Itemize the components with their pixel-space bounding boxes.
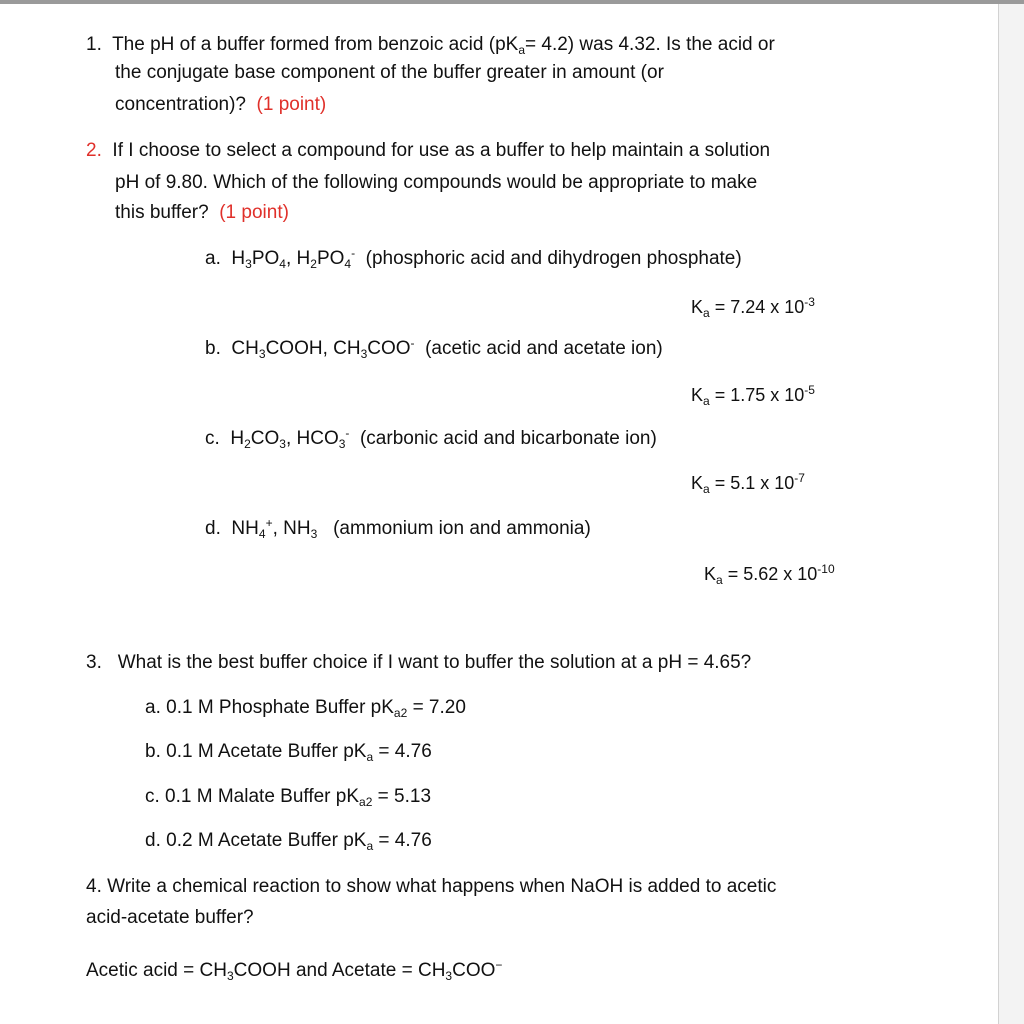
q3-option-d: d. 0.2 M Acetate Buffer $pK_a = 4.76$	[145, 830, 432, 853]
q2-option-c: c. $H_2CO_3$, $HCO_3^-$ (carbonic acid and bicarbonate ion)	[205, 426, 657, 451]
q2-option-a-ka: $K_a = 7.24$ x $10^{-3}$	[691, 295, 815, 320]
q2-line-3: this buffer? (1 point)	[115, 202, 289, 223]
q1-number: 1.	[86, 34, 102, 55]
q3-option-c: c. 0.1 M Malate Buffer $pK_{a2} = 5.13$	[145, 786, 432, 809]
formula-h2co3: $H_2CO_3$, $HCO_3^-$	[230, 426, 350, 451]
q4-line-1: 4. Write a chemical reaction to show what happens when NaOH is added to acetic	[86, 876, 777, 897]
formula-nh4: $NH_4^+$, $NH_3$	[231, 516, 318, 541]
q4-line-2: acid-acetate buffer?	[86, 907, 254, 928]
q2-line-1: 2. If I choose to select a compound for use as a buffer to help maintain a solution	[86, 140, 771, 161]
q2-points: (1 point)	[219, 202, 289, 223]
top-border	[0, 0, 1024, 4]
q2-option-d-ka: $K_a = 5.62$ x $10^{-10}$	[704, 562, 835, 587]
q3-number: 3.	[86, 652, 102, 673]
q4-note: Acetic acid = $CH_3COOH$ and Acetate = $CH_3COO^-$	[86, 958, 503, 983]
q2-option-b-ka: $K_a = 1.75$ x $10^{-5}$	[691, 383, 815, 408]
q2-option-a: a. $H_3PO_4$, $H_2PO_4^-$ (phosphoric acid and dihydrogen phosphate)	[205, 246, 742, 271]
q2-option-d: d. $NH_4^+$, $NH_3$ (ammonium ion and ammonia)	[205, 516, 591, 541]
q3-option-a: a. 0.1 M Phosphate Buffer $pK_{a2} = 7.20$	[145, 697, 466, 720]
q1-line-1: 1. The pH of a buffer formed from benzoic acid $(pK_a= 4.2)$ was 4.32. Is the acid or	[86, 34, 775, 57]
formula-h3po4: $H_3PO_4$, $H_2PO_4^-$	[231, 246, 356, 271]
page-scroll-edge	[998, 4, 1024, 1024]
q2-option-b: b. $CH_3COOH$, $CH_3COO^-$ (acetic acid and acetate ion)	[205, 336, 663, 361]
q3-option-b: b. 0.1 M Acetate Buffer $pK_a = 4.76$	[145, 741, 432, 764]
q2-line-2: pH of 9.80. Which of the following compounds would be appropriate to make	[115, 172, 758, 193]
formula-ch3cooh: $CH_3COOH$, $CH_3COO^-$	[231, 336, 415, 361]
q1-line-2: the conjugate base component of the buffer greater in amount (or	[115, 62, 664, 83]
q1-line-3: concentration)? (1 point)	[115, 94, 327, 115]
q2-number: 2.	[86, 140, 102, 161]
q2-option-c-ka: $K_a = 5.1$ x $10^{-7}$	[691, 471, 805, 496]
q3-question: 3. What is the best buffer choice if I want to buffer the solution at a pH = 4.65?	[86, 652, 752, 673]
q1-points: (1 point)	[256, 94, 327, 115]
